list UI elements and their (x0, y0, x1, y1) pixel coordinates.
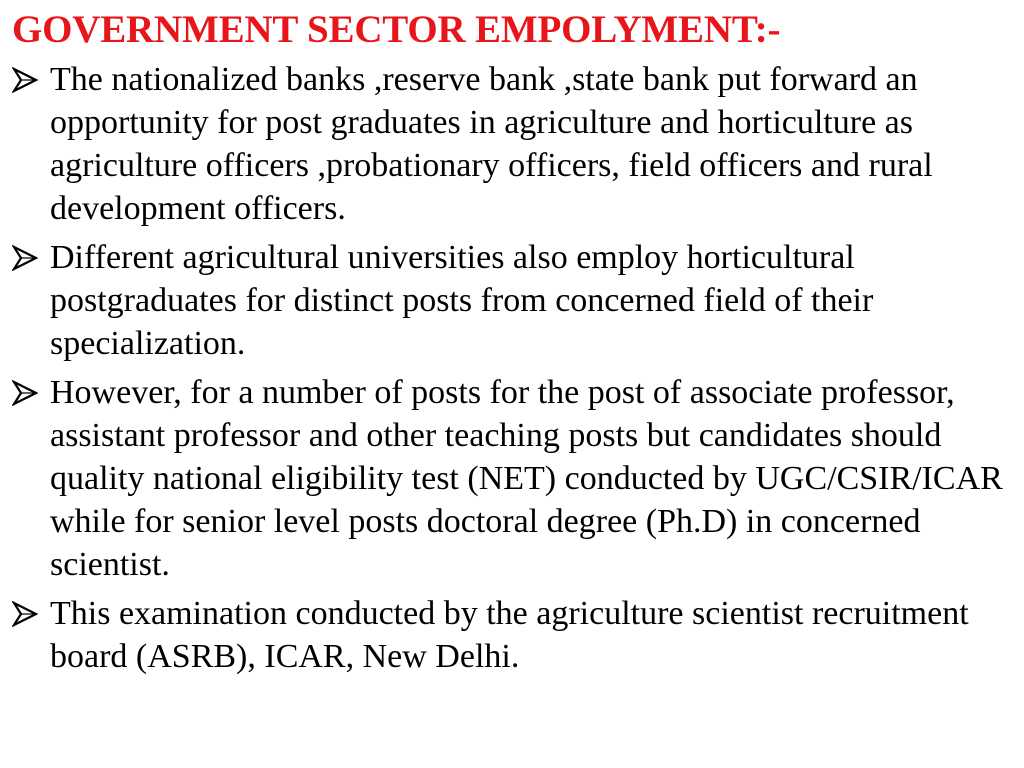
bullet-item (12, 58, 1014, 230)
bullet-list (12, 58, 1014, 678)
slide-title: GOVERNMENT SECTOR EMPOLYMENT:- (12, 8, 781, 51)
bullet-text: Different agricultural universities also employ horticultural postgraduates for distinct posts from concerned field of their specialization. (50, 239, 874, 362)
bullet-text: This examination conducted by the agriculture scientist recruitment board (ASRB), ICAR, New Delhi. (50, 595, 969, 675)
bullet-text: However, for a number of posts for the post of associate professor, assistant professor and other teaching posts but candidates should quality national eligibility test (NET) conducted by UGC/CSIR/ICAR while for senior level posts doctoral degree (Ph.D) in concerned scientist. (50, 374, 1003, 583)
arrowhead-bullet-icon (12, 592, 50, 636)
arrowhead-bullet-icon (12, 58, 50, 102)
arrowhead-bullet-icon (12, 236, 50, 280)
arrowhead-bullet-icon (12, 371, 50, 415)
bullet-text: The nationalized banks ,reserve bank ,state bank put forward an opportunity for post graduates in agriculture and horticulture as agriculture officers ,probationary officers, field officers and rural development officers. (50, 61, 933, 227)
bullet-item (12, 236, 1014, 365)
bullet-item (12, 371, 1014, 586)
bullet-item (12, 592, 1014, 678)
